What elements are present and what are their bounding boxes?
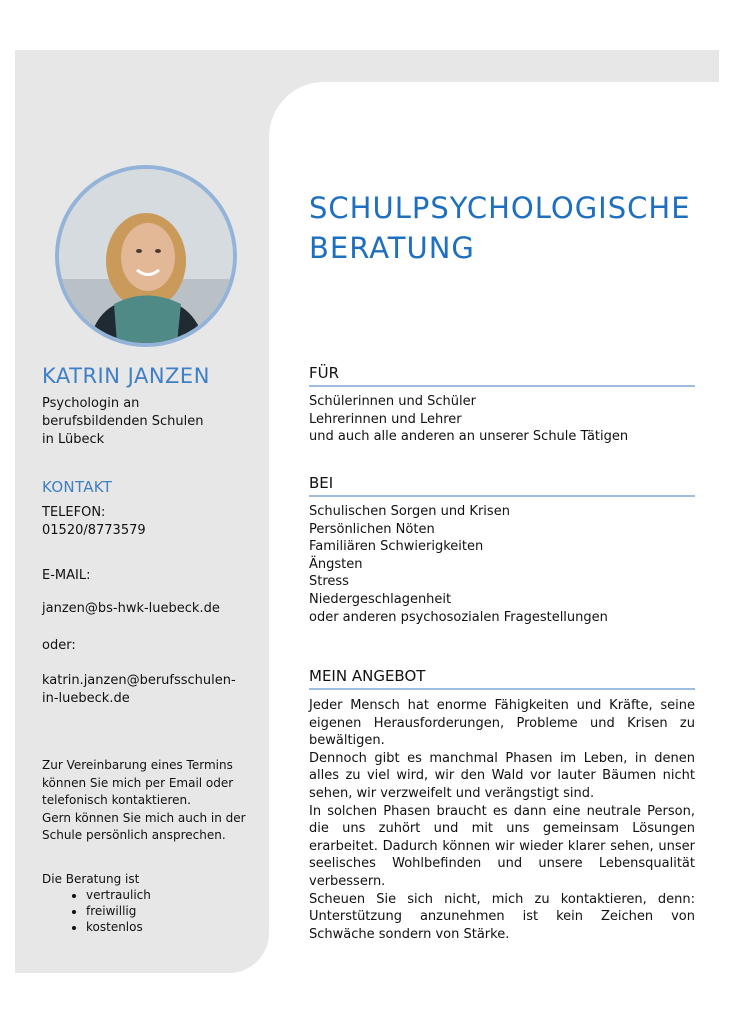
list-item: oder anderen psychosozialen Fragestellungen [309,609,608,625]
list-item: Familiären Schwierigkeiten [309,539,484,555]
list-item: • kostenlos [86,919,151,935]
section-heading-fuer: FÜR [309,364,695,387]
beratung-intro: Die Beratung ist [42,872,140,886]
list-item: • freiwillig [86,903,151,919]
list-item: Lehrerinnen und Lehrer [309,411,462,427]
person-role [42,395,252,449]
note-line: Schule persönlich ansprechen. [42,828,226,842]
email-secondary-line: in-luebeck.de [42,691,130,706]
list-item: Schülerinnen und Schüler [309,394,476,409]
email-primary-link[interactable]: janzen@bs-hwk-luebeck.de [42,601,220,616]
paragraph: In solchen Phasen braucht es dann eine neutrale Person, die uns zuhört und mit uns gemeinsam Lösungen erarbeitet. Dadurch können wir wieder klarer sehen, unser seelisches Wohlbefinden und unsere Lebensqualität verbessern. [309,803,695,889]
paragraph: Jeder Mensch hat enorme Fähigkeiten und Kräfte, seine eigenen Herausforderungen, Probleme und Krisen zu bewältigen. [309,698,695,749]
or-label: oder: [42,638,76,653]
list-item: • vertraulich [86,887,151,903]
title-line: SCHULPSYCHOLOGISCHE [309,191,691,225]
section-heading-bei: BEI [309,474,695,497]
angebot-text [309,697,695,943]
note-line: Gern können Sie mich auch in der [42,810,246,825]
note-line: Zur Vereinbarung eines Termins [42,758,233,772]
list-item: Stress [309,574,349,590]
profile-photo [55,165,237,347]
role-line: berufsbildenden Schulen [42,414,204,429]
section-heading-angebot: MEIN ANGEBOT [309,667,695,690]
paragraph: Dennoch gibt es manchmal Phasen im Leben, in denen alles zu viel wird, wir den Wald vor lauter Bäumen nicht sehen, wir verzweifelt und verängstigt sind. [309,750,695,801]
email-secondary-link[interactable] [42,672,236,708]
bei-list [309,503,695,626]
page-title [309,188,709,268]
role-line: Psychologin an [42,396,140,411]
note-line: telefonisch kontaktieren. [42,793,191,807]
title-line: BERATUNG [309,231,475,265]
list-item: Ängsten [309,556,363,572]
contact-heading: KONTAKT [42,478,113,496]
phone-number[interactable]: 01520/8773579 [42,523,146,538]
person-name: KATRIN JANZEN [42,364,210,388]
list-item: Niedergeschlagenheit [309,591,452,607]
list-item: Schulischen Sorgen und Krisen [309,504,510,519]
list-item: Persönlichen Nöten [309,521,435,537]
paragraph: Scheuen Sie sich nicht, mich zu kontaktieren, denn: Unterstützung anzunehmen ist kein Zeichen von Schwäche sondern von Stärke. [309,891,695,942]
portrait-illustration [59,169,233,343]
note-line: können Sie mich per Email oder [42,775,234,790]
fuer-list [309,393,695,446]
list-item: und auch alle anderen an unserer Schule Tätigen [309,429,629,445]
phone-label: TELEFON: [42,505,106,520]
email-label: E-MAIL: [42,568,91,583]
header-band [15,50,719,82]
beratung-list [60,887,151,935]
email-secondary-line: katrin.janzen@berufsschulen- [42,673,236,688]
appointment-note [42,757,262,845]
role-line: in Lübeck [42,432,105,447]
